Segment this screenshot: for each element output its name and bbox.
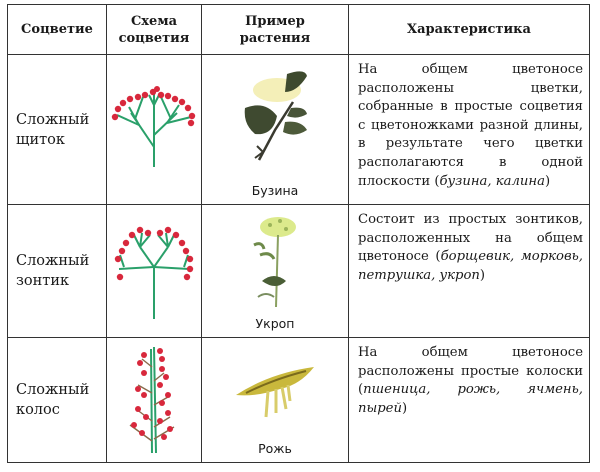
header-characteristic: Характеристика xyxy=(349,5,590,55)
plant-name: Укроп xyxy=(255,316,295,331)
name-line2: зонтик xyxy=(16,273,70,289)
description-text: На общем цветоносе расположены простые колоски ( xyxy=(358,345,583,398)
table-row xyxy=(8,205,590,338)
table-row xyxy=(8,55,590,205)
description-close: ) xyxy=(544,173,551,189)
header-plant xyxy=(202,5,349,55)
table-row xyxy=(8,338,590,463)
header-scheme-line2: соцветия xyxy=(118,30,190,46)
scheme-cell xyxy=(107,205,202,338)
plant-name: Бузина xyxy=(251,183,299,198)
inflorescence-table xyxy=(7,4,590,463)
description-close: ) xyxy=(401,400,408,416)
description-examples: борщевик, морковь, петрушка, укроп xyxy=(358,249,583,283)
description-text: Состоит из простых зонтиков, расположенных на общем цветоносе ( xyxy=(358,212,583,265)
inflorescence-name xyxy=(8,205,107,338)
description-text: На общем цветоносе расположены цветки, собранные в простые соцветия с цветоножками разной длины, в результате чего цветки располагаются в одной плоскости ( xyxy=(358,62,583,189)
characteristic-cell xyxy=(349,338,590,463)
header-row xyxy=(8,5,590,55)
plant-cell xyxy=(202,205,349,338)
name-line2: колос xyxy=(16,402,60,418)
name-line1: Сложный xyxy=(16,111,90,128)
description-examples: пшеница, рожь, ячмень, пырей xyxy=(358,382,583,416)
dill-image xyxy=(240,211,310,316)
compound-spike-diagram-icon xyxy=(124,345,184,455)
description-examples: бузина, калина xyxy=(439,173,545,189)
name-line2: щиток xyxy=(16,131,65,148)
header-scheme xyxy=(107,5,202,55)
header-plant-line1: Пример xyxy=(245,13,305,29)
name-line1: Сложный xyxy=(16,382,90,398)
compound-umbel-diagram-icon xyxy=(114,221,194,321)
inflorescence-name xyxy=(8,338,107,463)
plant-cell xyxy=(202,55,349,205)
rye-image xyxy=(230,355,320,425)
name-line1: Сложный xyxy=(16,253,90,269)
elderberry-image xyxy=(235,68,315,173)
description-close: ) xyxy=(479,267,486,283)
header-scheme-line1: Схема xyxy=(130,13,178,29)
header-inflorescence: Соцветие xyxy=(8,5,107,55)
plant-name: Рожь xyxy=(258,441,292,456)
scheme-cell xyxy=(107,55,202,205)
header-plant-line2: растения xyxy=(239,30,311,46)
characteristic-cell xyxy=(349,205,590,338)
scheme-cell xyxy=(107,338,202,463)
plant-cell xyxy=(202,338,349,463)
inflorescence-name xyxy=(8,55,107,205)
characteristic-cell xyxy=(349,55,590,205)
compound-corymb-diagram-icon xyxy=(109,85,199,175)
